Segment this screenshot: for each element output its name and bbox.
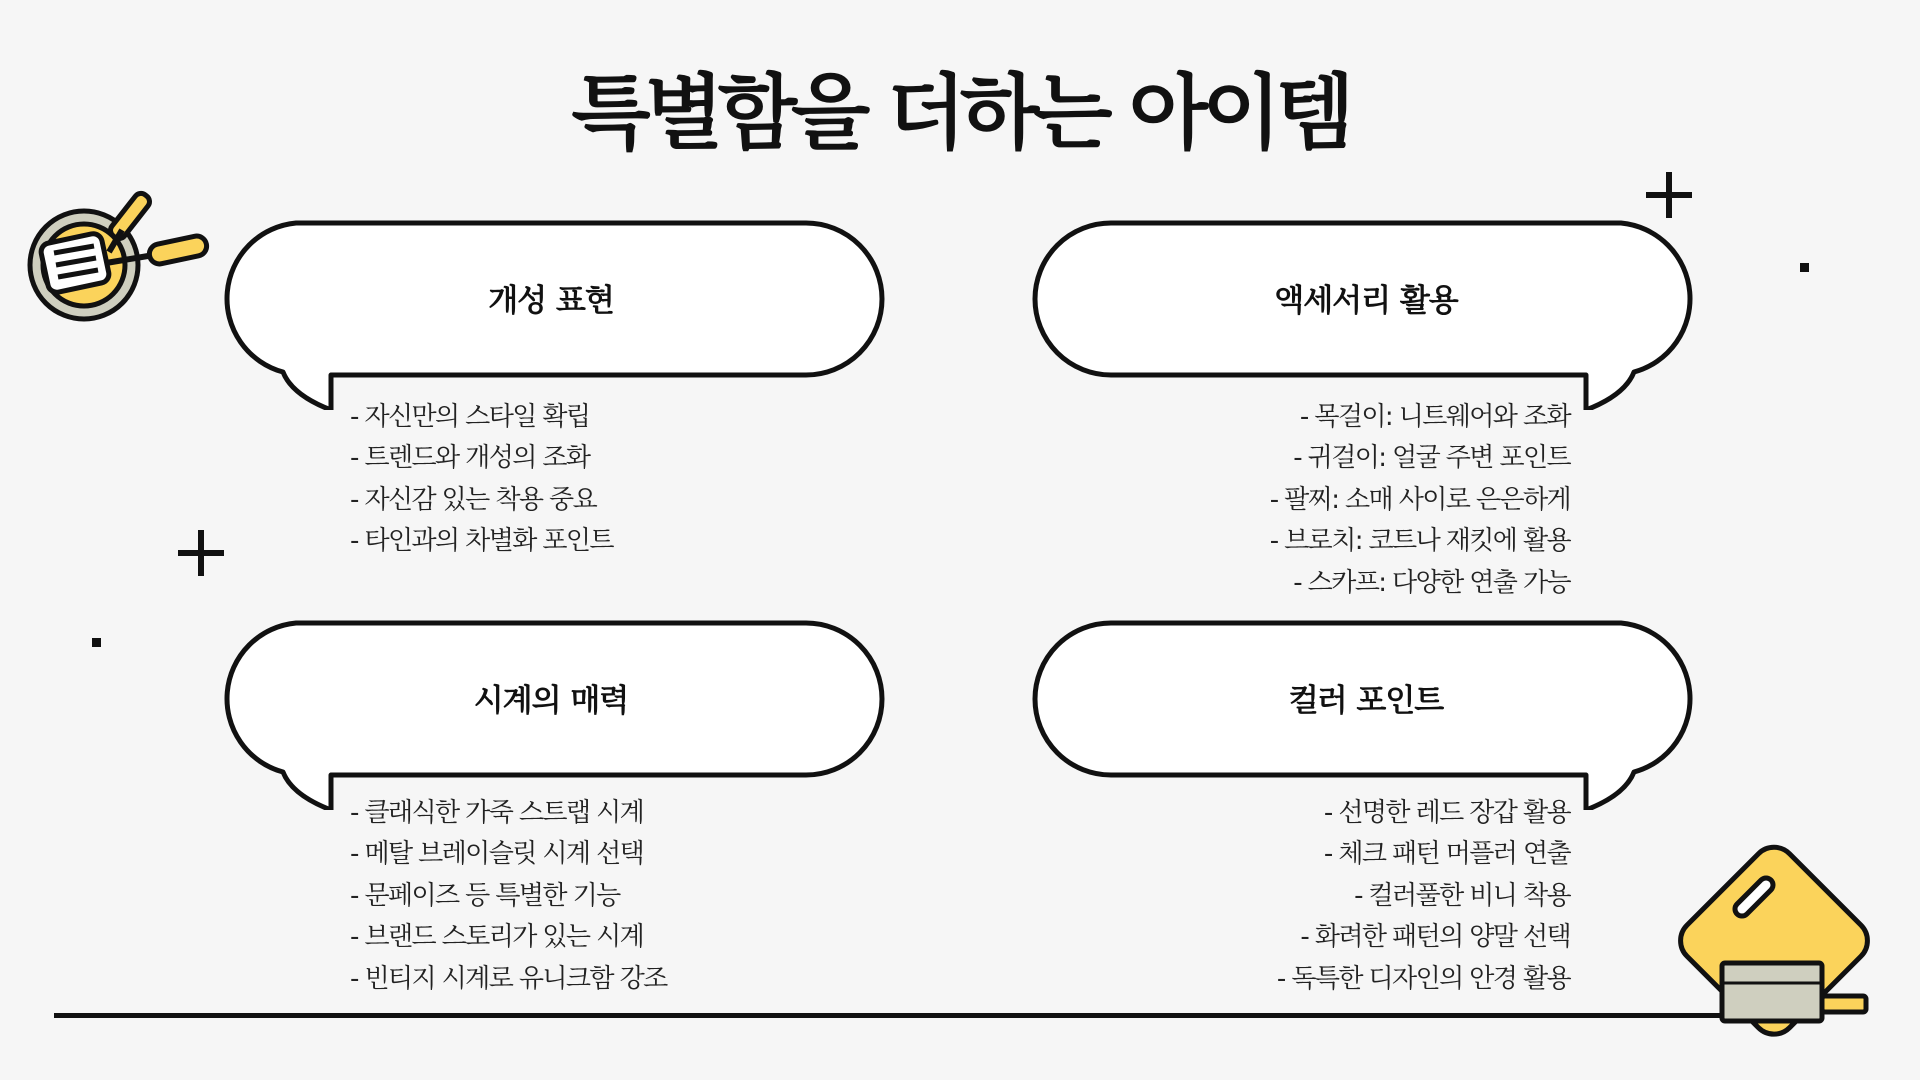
list-item: - 빈티지 시계로 유니크함 강조 [350, 963, 667, 994]
cutting-board-knife-icon [1672, 838, 1892, 1058]
list-item: - 타인과의 차별화 포인트 [350, 526, 613, 557]
list-item: - 스카프: 다양한 연출 가능 [1293, 567, 1570, 598]
list-item: - 브랜드 스토리가 있는 시계 [350, 922, 644, 953]
list-item: - 브로치: 코트나 재킷에 활용 [1269, 526, 1570, 557]
baseline-divider [54, 1013, 1744, 1018]
card-list [350, 793, 667, 1000]
card-list [350, 397, 613, 563]
list-item: - 컬러풀한 비니 착용 [1354, 880, 1570, 911]
list-item: - 귀걸이: 얼굴 주변 포인트 [1293, 443, 1570, 474]
list-item: - 체크 패턴 머플러 연출 [1323, 839, 1570, 870]
card-list [1180, 397, 1570, 604]
card-heading: 시계의 매력 [473, 683, 629, 719]
speech-bubble [1031, 220, 1721, 410]
list-item: - 선명한 레드 장갑 활용 [1323, 798, 1570, 828]
list-item: - 자신만의 스타일 확립 [350, 402, 590, 432]
list-item: - 독특한 디자인의 안경 활용 [1276, 963, 1570, 994]
list-item: - 목걸이: 니트웨어와 조화 [1299, 402, 1570, 432]
list-item: - 클래식한 가죽 스트랩 시계 [350, 798, 644, 828]
list-item: - 메탈 브레이슬릿 시계 선택 [350, 839, 644, 870]
card-heading: 컬러 포인트 [1288, 683, 1444, 719]
card-heading: 개성 표현 [488, 283, 614, 319]
list-item: - 화려한 패턴의 양말 선택 [1300, 922, 1570, 953]
plus-icon [176, 528, 226, 578]
list-item: - 문페이즈 등 특별한 기능 [350, 880, 620, 911]
card-list [1180, 793, 1570, 1000]
speech-bubble [216, 620, 906, 810]
list-item: - 팔찌: 소매 사이로 은은하게 [1269, 484, 1570, 515]
plus-icon [1644, 170, 1694, 220]
speech-bubble [1031, 620, 1721, 810]
dot-icon [1800, 263, 1809, 272]
dot-icon [92, 638, 101, 647]
speech-bubble [216, 220, 906, 410]
list-item: - 트렌드와 개성의 조화 [350, 443, 590, 474]
card-heading: 액세서리 활용 [1274, 283, 1458, 319]
page-title: 특별함을 더하는 아이템 [571, 66, 1349, 161]
list-item: - 자신감 있는 착용 중요 [350, 484, 597, 515]
frying-pan-spatula-icon [14, 160, 214, 335]
